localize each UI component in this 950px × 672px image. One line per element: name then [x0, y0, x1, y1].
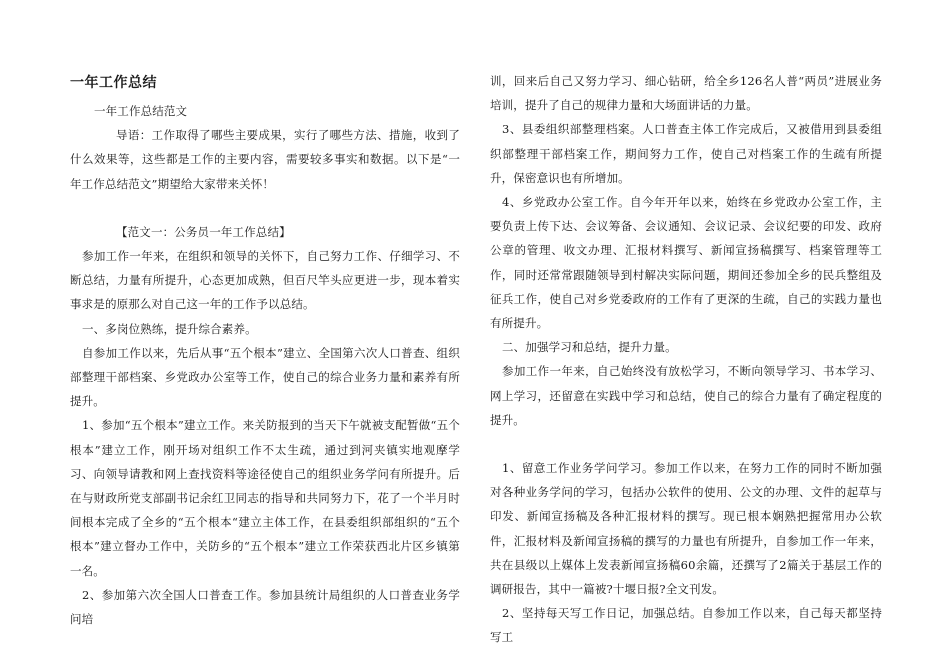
left-column: [70, 71, 460, 631]
document-title: 一年工作总结: [70, 75, 157, 91]
paragraph: 自参加工作以来，先后从事“五个根本”建立、全国第六次人口普查、组织部整理干部档案、乡党政办公室等工作，使自己的综合业务力量和素养有所提升。: [70, 345, 460, 409]
paragraph: 一、多岗位熟练，提升综合素养。: [82, 321, 257, 336]
paragraph: 2、坚持每天写工作日记，加强总结。自参加工作以来，自己每天都坚持写工: [490, 606, 882, 645]
paragraph: 1、留意工作业务学问学习。参加工作以来，在努力工作的同时不断加强对各种业务学问的学习，包括办公软件的使用、公文的办理、文件的起草与印发、新闻宣扬稿及各种汇报材料的撰写。现已根本娴熟把握常用办公软件，汇报材料及新闻宣扬稿的撰写的力量也有所提升，自参加工作一年来，共在县级以上媒体上发表新闻宣扬稿60余篇，还撰写了2篇关于基层工作的调研报告，其中一篇被?十堰日报?全文刊发。: [490, 461, 882, 597]
paragraph: 1、参加“五个根本”建立工作。来关防报到的当天下午就被支配暂做“五个根本”建立工作，刚开场对组织工作不太生疏，通过到河夹镇实地观摩学习、向领导请教和网上查找资料等途径使自己的组织业务学问有所提升。后在与财政所党支部副书记余红卫同志的指导和共同努力下，花了一个半月时间根本完成了全乡的“五个根本“建立主体工作，在县委组织部组织的“五个根本”建立督办工作中，关防乡的“五个根本”建立工作荣获西北片区乡镇第一名。: [70, 418, 460, 578]
paragraph: 参加工作一年来，在组织和领导的关怀下，自己努力工作、仔细学习、不断总结，力量有所提升，心态更加成熟，但百尺竿头应更进一步，现本着实事求是的原那么对自己这一年的工作予以总结。: [70, 249, 460, 312]
paragraph: 2、参加第六次全国人口普查工作。参加县统计局组织的人口普查业务学问培: [70, 587, 460, 627]
right-column-body: [490, 69, 882, 650]
paragraph: 4、乡党政办公室工作。自今年开年以来，始终在乡党政办公室工作，主要负责上传下达、会议筹备、会议通知、会议记录、会议纪要的印发、政府公章的管理、收文办理、汇报材料撰写、新闻宣扬稿撰写、档案管理等工作，同时还常常跟随领导到村解决实际问题，期间还参加全乡的民兵整组及征兵工作，使自己对乡党委政府的工作有了更深的生疏，自己的实践力量也有所提升。: [490, 195, 882, 331]
left-column-body: [70, 99, 460, 631]
paragraph: 3、县委组织部整理档案。人口普查主体工作完成后，又被借用到县委组织部整理干部档案工作，期间努力工作，使自己对档案工作的生疏有所提升，保密意识也有所增加。: [490, 122, 882, 185]
paragraph: 【范文一：公务员一年工作总结】: [116, 224, 291, 239]
paragraph-gap: [70, 196, 460, 220]
paragraph-gap: [490, 432, 882, 456]
paragraph: 参加工作一年来，自己始终没有放松学习，不断向领导学习、书本学习、网上学习，还留意在实践中学习和总结，使自己的综合力量有了确定程度的提升。: [490, 364, 882, 427]
paragraph: 二、加强学习和总结，提升力量。: [502, 340, 677, 355]
right-column: [490, 69, 882, 650]
paragraph: 一年工作总结范文: [94, 104, 188, 118]
paragraph: 训，回来后自己又努力学习、细心钻研，给全乡126名人普“两员”进展业务培训，提升了自己的规律力量和大场面讲话的力量。: [490, 74, 882, 113]
paragraph: 导语：工作取得了哪些主要成果，实行了哪些方法、措施，收到了什么效果等，这些都是工作的主要内容，需要较多事实和数据。以下是“一年工作总结范文”期望给大家带来关怀！: [70, 128, 460, 191]
